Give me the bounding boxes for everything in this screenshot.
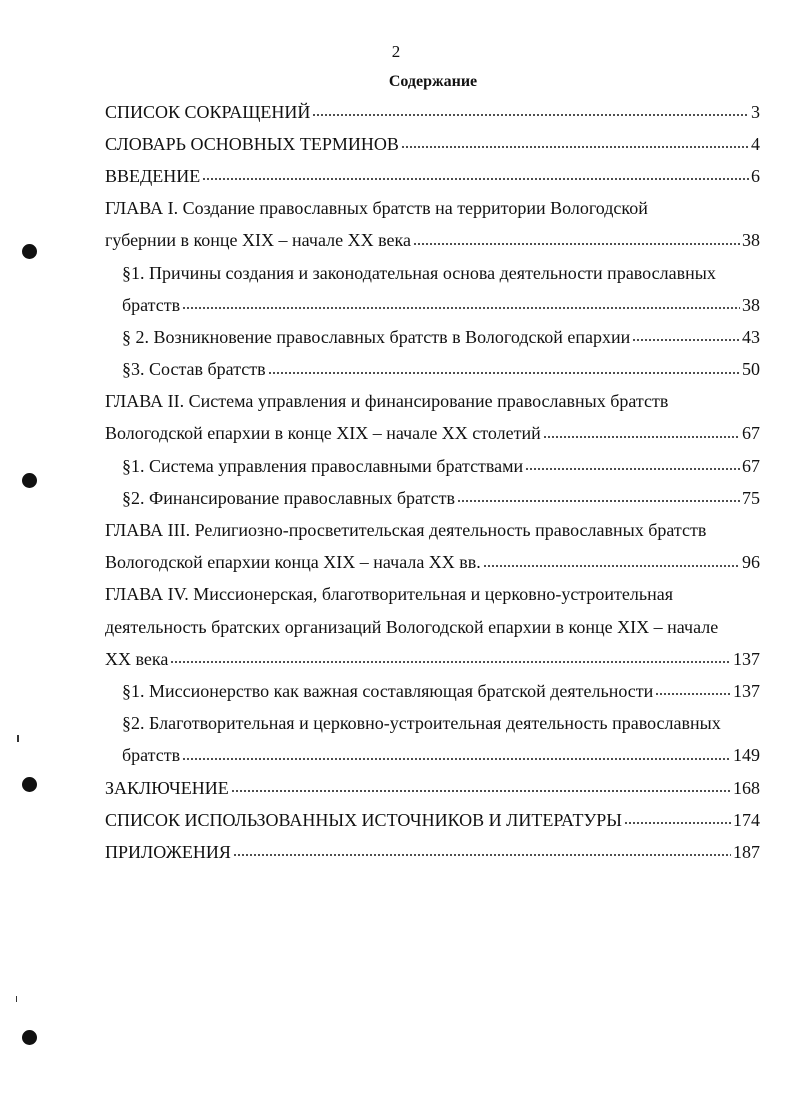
toc-entry-title: ГЛАВА III. Религиозно-просветительская деятельность православных братств <box>105 520 707 541</box>
toc-entry-page: 137 <box>733 680 760 701</box>
toc-leader-dots <box>543 431 740 443</box>
toc-entry-title: §1. Система управления православными братствами <box>122 455 524 476</box>
binder-hole <box>22 473 37 488</box>
toc-entry <box>105 450 760 482</box>
page-title: Содержание <box>388 73 478 90</box>
toc-entry <box>105 772 760 804</box>
toc-entry-title: §3. Состав братств <box>122 359 266 380</box>
toc-leader-dots <box>231 785 731 797</box>
toc-entry <box>105 289 760 321</box>
toc-entry-title: § 2. Возникновение православных братств в Вологодской епархии <box>122 326 631 347</box>
toc-entry-title: СПИСОК СОКРАЩЕНИЙ <box>105 101 311 122</box>
toc-entry <box>105 193 760 225</box>
toc-leader-dots <box>624 817 731 829</box>
scan-speck <box>17 735 19 742</box>
toc-entry <box>105 804 760 836</box>
toc-entry-title: §1. Миссионерство как важная составляющая братской деятельности <box>122 680 654 701</box>
toc-entry-title: ВВЕДЕНИЕ <box>105 165 201 186</box>
toc-entry-title: §2. Финансирование православных братств <box>122 487 455 508</box>
toc-entry-page: 67 <box>742 455 760 476</box>
toc-entry-title: СЛОВАРЬ ОСНОВНЫХ ТЕРМИНОВ <box>105 133 399 154</box>
toc-entry-title: §2. Благотворительная и церковно-устроительная деятельность православных <box>122 713 721 734</box>
toc-entry <box>105 611 760 643</box>
toc-entry-page: 43 <box>742 326 760 347</box>
toc-entry <box>105 128 760 160</box>
toc-leader-dots <box>401 141 749 153</box>
toc-entry <box>105 547 760 579</box>
toc-entry-page: 3 <box>751 101 760 122</box>
toc-leader-dots <box>182 753 731 765</box>
toc-entry <box>105 160 760 192</box>
toc-entry-title: деятельность братских организаций Вологодской епархии в конце XIX – начале <box>105 616 719 637</box>
toc-entry-title: §1. Причины создания и законодательная основа деятельности православных <box>122 262 716 283</box>
toc-entry <box>105 321 760 353</box>
toc-leader-dots <box>312 109 749 121</box>
toc-entry <box>105 482 760 514</box>
toc-entry-title: ГЛАВА IV. Миссионерская, благотворительная и церковно-устроительная <box>105 584 673 605</box>
toc-entry <box>105 740 760 772</box>
toc-entry-page: 75 <box>742 487 760 508</box>
toc-entry-page: 6 <box>751 165 760 186</box>
binder-hole <box>22 1030 37 1045</box>
toc-entry-title: ГЛАВА I. Создание православных братств на территории Вологодской <box>105 198 648 219</box>
toc-entry-title: братств <box>122 745 181 766</box>
toc-entry-title: ЗАКЛЮЧЕНИЕ <box>105 777 229 798</box>
toc-leader-dots <box>170 656 731 668</box>
toc-entry-page: 4 <box>751 133 760 154</box>
toc-entry-page: 38 <box>742 230 760 251</box>
toc-entry <box>105 96 760 128</box>
toc-leader-dots <box>202 173 749 185</box>
toc-leader-dots <box>655 688 731 700</box>
toc-entry <box>105 225 760 257</box>
toc-entry-title: губернии в конце XIX – начале XX века <box>105 230 411 251</box>
toc-entry-title: ПРИЛОЖЕНИЯ <box>105 841 231 862</box>
toc-entry-title: XX века <box>105 648 169 669</box>
toc-entry-page: 38 <box>742 294 760 315</box>
toc-entry <box>105 675 760 707</box>
toc-entry-page: 96 <box>742 552 760 573</box>
toc-entry <box>105 514 760 546</box>
toc-leader-dots <box>457 495 740 507</box>
toc-entry-page: 67 <box>742 423 760 444</box>
toc-entry <box>105 354 760 386</box>
table-of-contents <box>105 96 760 869</box>
toc-entry-title: Вологодской епархии конца XIX – начала XX вв. <box>105 552 481 573</box>
toc-entry-title: ГЛАВА II. Система управления и финансирование православных братств <box>105 391 669 412</box>
toc-entry-page: 50 <box>742 359 760 380</box>
toc-entry-page: 137 <box>733 648 760 669</box>
toc-entry-page: 187 <box>733 841 760 862</box>
toc-leader-dots <box>413 238 740 250</box>
toc-leader-dots <box>483 560 740 572</box>
toc-leader-dots <box>182 302 740 314</box>
toc-leader-dots <box>525 463 740 475</box>
toc-entry <box>105 418 760 450</box>
toc-entry <box>105 257 760 289</box>
toc-entry-page: 174 <box>733 809 760 830</box>
toc-leader-dots <box>632 334 740 346</box>
toc-leader-dots <box>233 849 731 861</box>
toc-entry <box>105 708 760 740</box>
scan-speck <box>16 996 17 1002</box>
toc-leader-dots <box>268 367 740 379</box>
toc-entry <box>105 643 760 675</box>
toc-entry-title: Вологодской епархии в конце XIX – начале XX столетий <box>105 423 541 444</box>
page-number: 2 <box>391 42 401 61</box>
binder-hole <box>22 777 37 792</box>
toc-entry-title: братств <box>122 294 181 315</box>
toc-entry <box>105 836 760 868</box>
toc-entry-page: 149 <box>733 745 760 766</box>
binder-hole <box>22 244 37 259</box>
toc-entry <box>105 579 760 611</box>
toc-entry <box>105 386 760 418</box>
toc-entry-title: СПИСОК ИСПОЛЬЗОВАННЫХ ИСТОЧНИКОВ И ЛИТЕРАТУРЫ <box>105 809 622 830</box>
toc-entry-page: 168 <box>733 777 760 798</box>
